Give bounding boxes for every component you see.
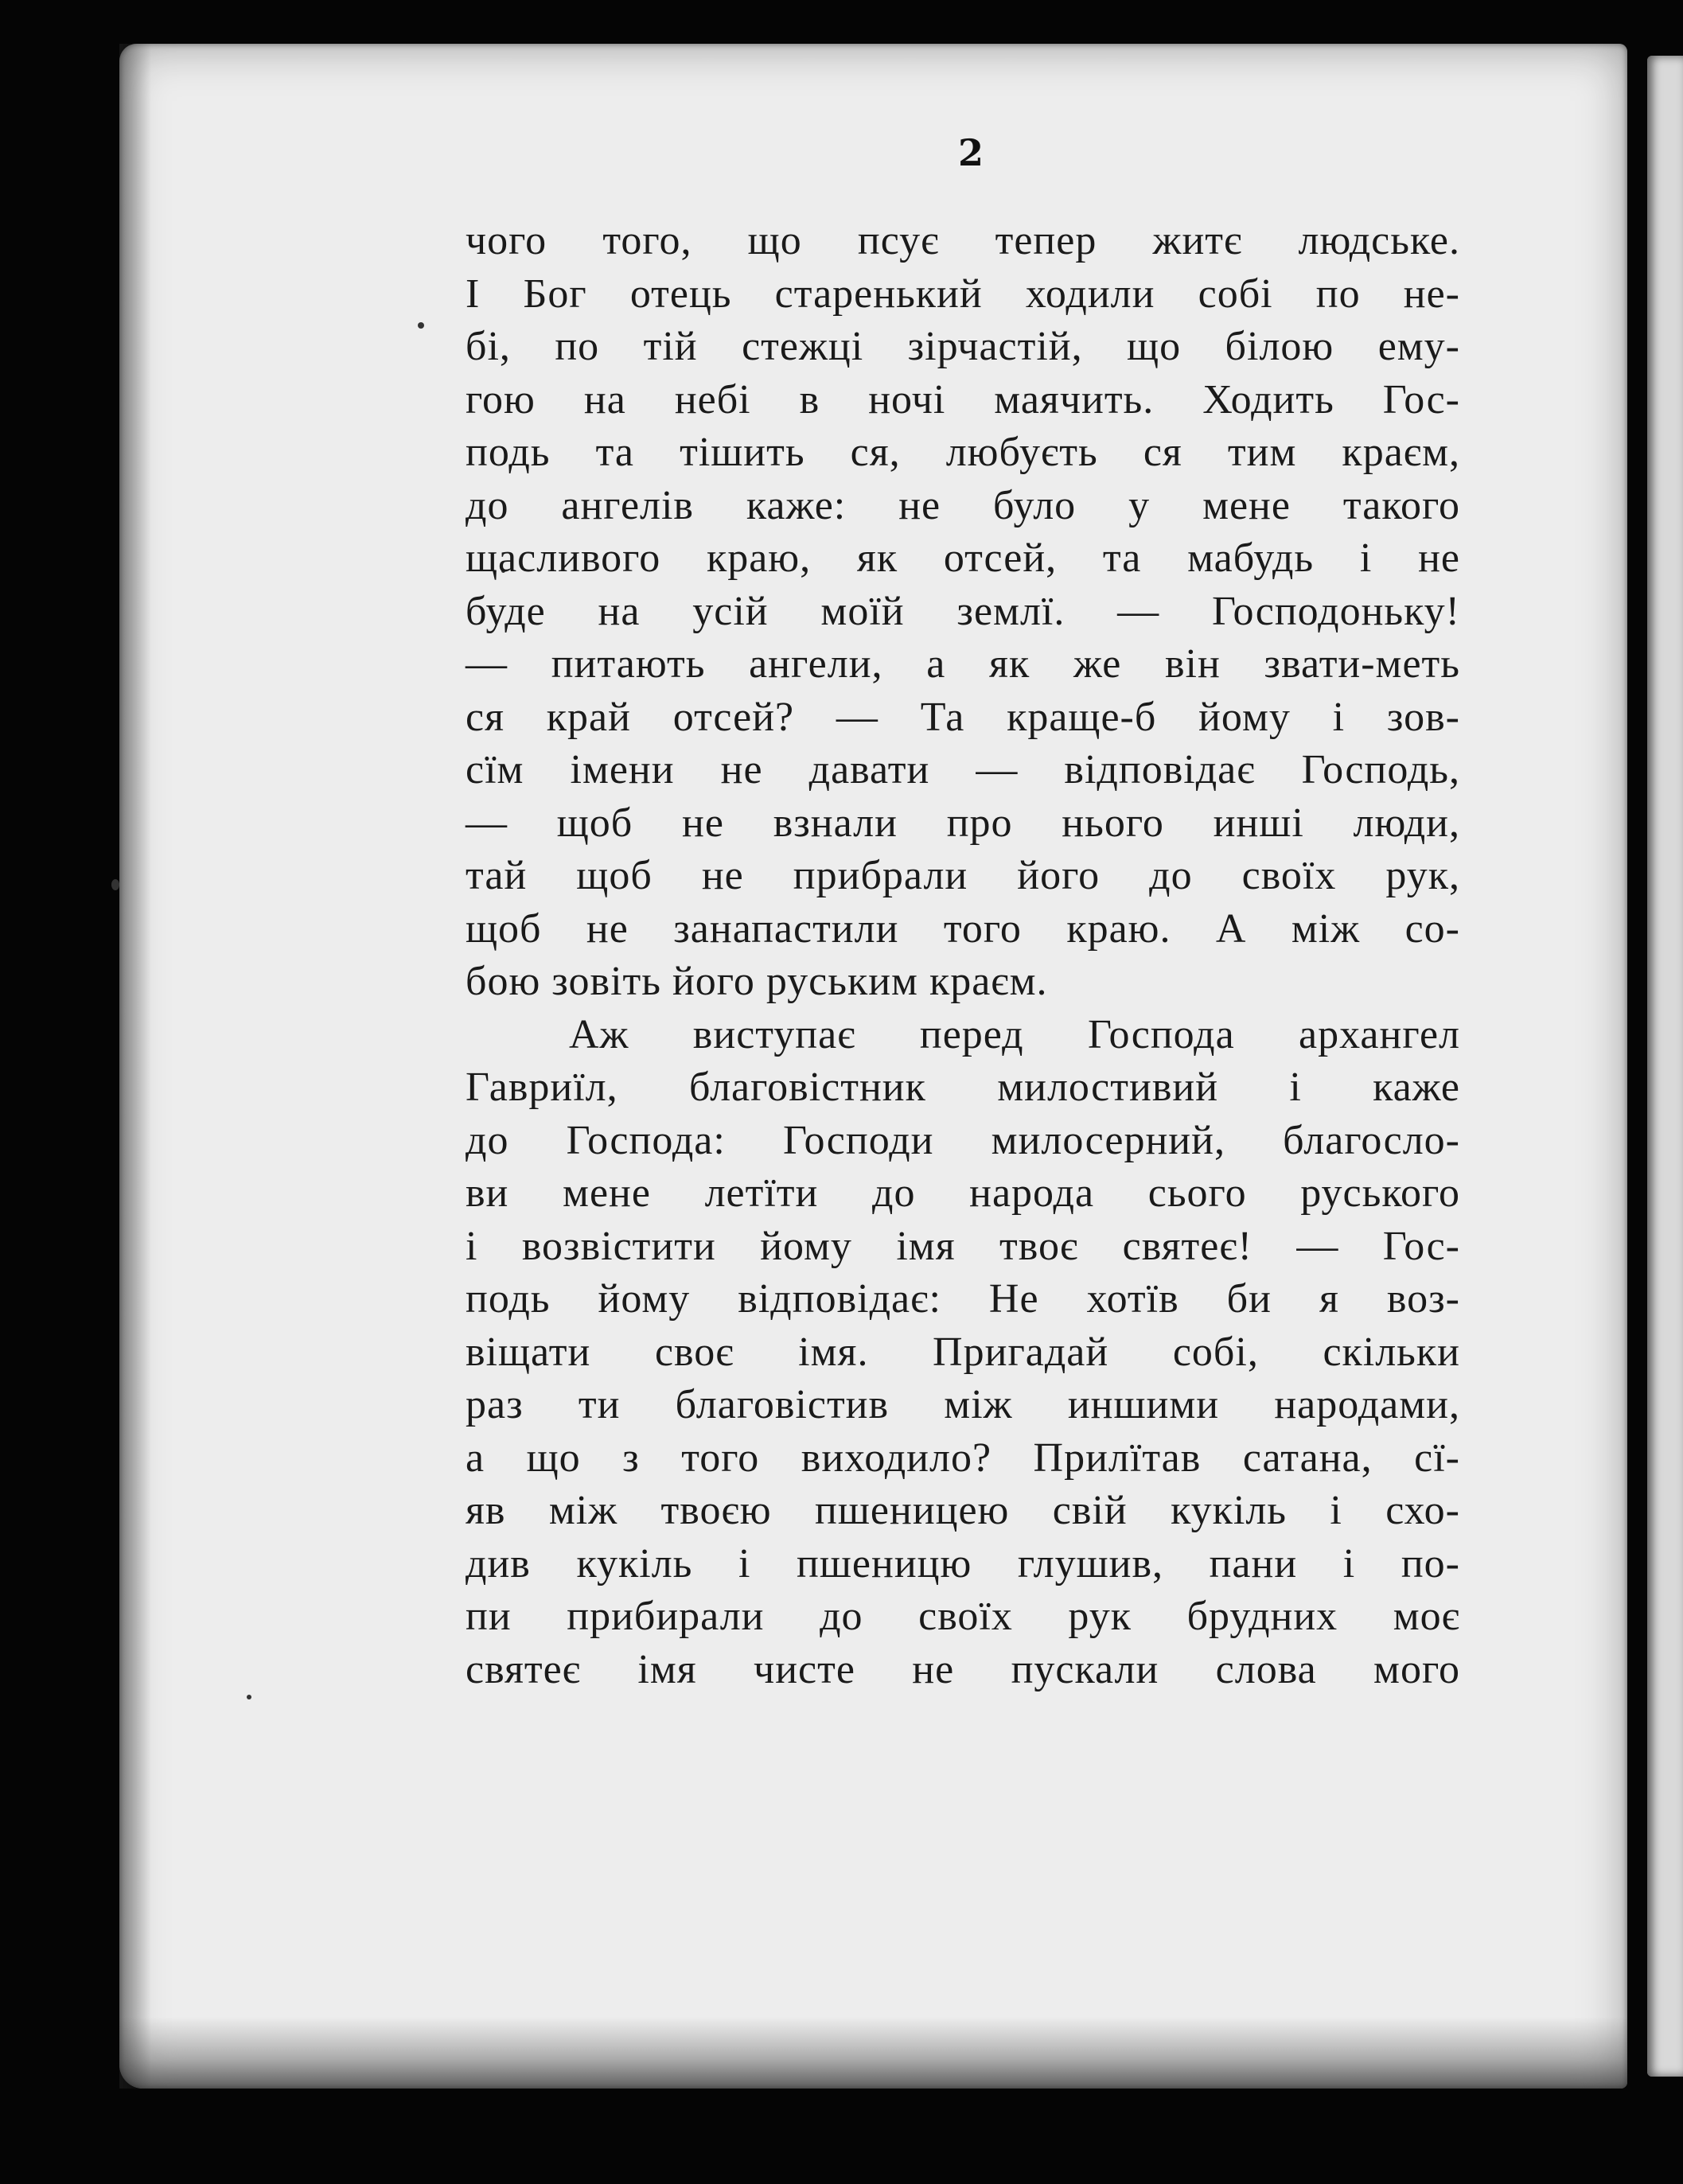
adjacent-page-edge	[1647, 56, 1683, 2077]
text-line: ви мене летїти до народа сього руського	[466, 1170, 1460, 1216]
text-line: віщати своє імя. Пригадай собі, скільки	[466, 1329, 1460, 1375]
text-line: пи прибирали до своїх рук брудних моє	[466, 1594, 1460, 1639]
paper-speck	[247, 1695, 251, 1699]
text-line: Гавриїл, благовістник милостивий і каже	[466, 1065, 1460, 1110]
text-line: див кукіль і пшеницю глушив, пани і по-	[466, 1540, 1460, 1586]
text-line: яв між твоєю пшеницею свій кукіль і схо-	[466, 1488, 1460, 1533]
text-line: і возвістити йому імя твоє святеє! — Гос-	[466, 1223, 1460, 1269]
body-text	[466, 215, 1460, 1696]
text-line: святеє імя чисте не пускали слова мого	[466, 1646, 1460, 1692]
text-line: чого того, що псує тепер житє людське.	[466, 218, 1460, 263]
text-line: щоб не занапастили того краю. А між со-	[466, 905, 1460, 952]
text-line: тай щоб не прибрали його до своїх рук,	[466, 853, 1460, 898]
text-line: а що з того виходило? Прилїтав сатана, сї-	[466, 1435, 1460, 1481]
text-line: бою зовіть його руським краєм.	[466, 959, 1048, 1004]
text-line: — питають ангели, а як же він звати-меть	[466, 641, 1460, 687]
text-line: гою на небі в ночі маячить. Ходить Гос-	[466, 376, 1460, 422]
text-line: буде на усій моїй землї. — Господоньку!	[466, 588, 1460, 634]
text-line: щасливого краю, як отсей, та мабудь і не	[466, 535, 1460, 581]
text-line: — щоб не взнали про нього инші люди,	[466, 800, 1460, 846]
paper-speck	[111, 879, 119, 890]
text-line-paragraph-start: Аж виступає перед Господа архангел	[569, 1011, 1460, 1057]
text-line: до ангелів каже: не було у мене такого	[466, 482, 1460, 528]
text-line: бі, по тій стежці зірчастій, що білою ему-	[466, 324, 1460, 369]
paper-speck	[418, 322, 424, 329]
text-line: І Бог отець старенький ходили собі по не-	[466, 271, 1460, 317]
text-line: подь та тішить ся, любуєть ся тим краєм,	[466, 430, 1460, 475]
text-line: раз ти благовістив між иншими народами,	[466, 1382, 1460, 1427]
text-line: подь йому відповідає: Не хотїв би я воз-	[466, 1276, 1460, 1322]
page-number: 2	[957, 131, 984, 174]
text-line: сїм імени не давати — відповідає Господь,	[466, 747, 1460, 792]
text-line: ся край отсей? — Та краще-б йому і зов-	[466, 694, 1460, 740]
text-line: до Господа: Господи милосерний, благосло-	[466, 1117, 1460, 1163]
